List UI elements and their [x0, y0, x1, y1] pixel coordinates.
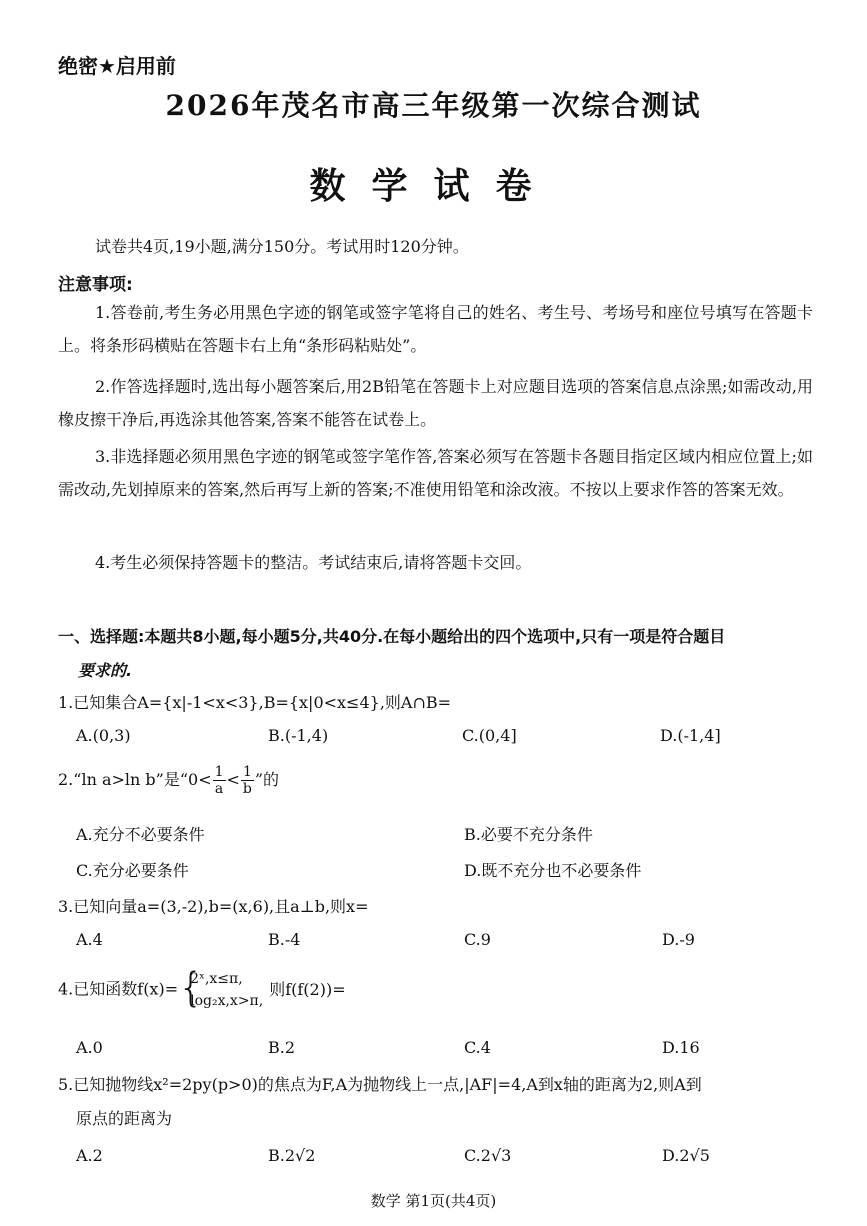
section-heading-line2: 要求的. — [78, 661, 133, 680]
q4-piecewise — [178, 965, 264, 1012]
q4-option-c: C.4 — [464, 1038, 491, 1057]
q5-option-a: A.2 — [76, 1146, 103, 1165]
subject-title: 数学试卷 — [309, 165, 558, 207]
question-5-stem-line1: 5.已知抛物线x²=2py(p>0)的焦点为F,A为抛物线上一点,|AF|=4,A到x轴的距离为2,则A到 — [58, 1075, 702, 1094]
page-footer: 数学 第1页(共4页) — [370, 1192, 497, 1210]
q5-option-c: C.2√3 — [464, 1146, 512, 1165]
q5-option-d: D.2√5 — [662, 1146, 710, 1165]
q5-option-b: B.2√2 — [268, 1146, 316, 1165]
q2-fraction-2 — [241, 764, 254, 797]
q3-option-d: D.-9 — [662, 930, 695, 949]
q2-frac2-den: b — [242, 781, 252, 797]
q2-stem-mid: < — [226, 770, 240, 789]
q2-frac2-num: 1 — [242, 764, 252, 780]
q2-option-d: D.既不充分也不必要条件 — [464, 861, 642, 880]
q1-option-c: C.(0,4] — [462, 726, 517, 745]
note-3: 3.非选择题必须用黑色字迹的钢笔或签字笔作答,答案必须写在答题卡各题目指定区域内相应位置上;如需改动,先划掉原来的答案,然后再写上新的答案;不准使用铅笔和涂改液。不按以上要求作答的答案无效。 — [58, 447, 813, 499]
q1-option-b: B.(-1,4) — [268, 726, 329, 745]
section-heading — [58, 620, 818, 688]
q4-stem-post: 则f(f(2))= — [269, 979, 346, 999]
note-1: 1.答卷前,考生务必用黑色字迹的钢笔或签字笔将自己的姓名、考生号、考场号和座位号填写在答题卡上。将条形码横贴在答题卡右上角“条形码粘贴处”。 — [58, 303, 813, 355]
q2-option-c: C.充分必要条件 — [76, 861, 189, 880]
q4-case-2: log₂x,x>π, — [190, 993, 264, 1009]
question-1-stem: 1.已知集合A={x|-1<x<3},B={x|0<x≤4},则A∩B= — [58, 693, 452, 712]
q2-frac1-num: 1 — [214, 764, 224, 780]
q4-stem-pre: 4.已知函数f(x)= — [58, 979, 179, 999]
q2-frac1-den: a — [214, 781, 224, 797]
notes-heading: 注意事项: — [58, 275, 133, 295]
q2-fraction-1 — [213, 764, 226, 797]
q1-option-d: D.(-1,4] — [660, 726, 721, 745]
q3-option-b: B.-4 — [268, 930, 301, 949]
exam-intro: 试卷共4页,19小题,满分150分。考试用时120分钟。 — [95, 237, 469, 256]
section-heading-line1: 一、选择题:本题共8小题,每小题5分,共40分.在每小题给出的四个选项中,只有一项是符合题目 — [58, 627, 726, 646]
confidential-mark: 绝密★启用前 — [58, 54, 176, 78]
q2-option-b: B.必要不充分条件 — [464, 825, 593, 844]
question-2-stem — [58, 764, 279, 797]
exam-title: 2026年茂名市高三年级第一次综合测试 — [165, 89, 702, 122]
q3-option-c: C.9 — [464, 930, 491, 949]
note-2: 2.作答选择题时,选出每小题答案后,用2B铅笔在答题卡上对应题目选项的答案信息点涂黑;如需改动,用橡皮擦干净后,再选涂其他答案,答案不能答在试卷上。 — [58, 377, 813, 429]
question-4-stem — [58, 965, 346, 1012]
q4-option-a: A.0 — [76, 1038, 103, 1057]
q4-option-b: B.2 — [268, 1038, 296, 1057]
brace-icon: { — [178, 965, 204, 1011]
question-5-stem-line2: 原点的距离为 — [76, 1109, 173, 1128]
note-4: 4.考生必须保持答题卡的整洁。考试结束后,请将答题卡交回。 — [95, 553, 532, 572]
q2-stem-pre: 2.“ln a>ln b”是“0< — [58, 770, 212, 789]
q4-option-d: D.16 — [662, 1038, 700, 1057]
q2-option-a: A.充分不必要条件 — [76, 825, 205, 844]
q1-option-a: A.(0,3) — [76, 726, 131, 745]
q2-stem-post: ”的 — [254, 770, 280, 789]
q3-option-a: A.4 — [76, 930, 103, 949]
question-3-stem: 3.已知向量a=(3,-2),b=(x,6),且a⊥b,则x= — [58, 897, 369, 916]
q4-case-1: 2ˣ,x≤π, — [190, 971, 243, 987]
